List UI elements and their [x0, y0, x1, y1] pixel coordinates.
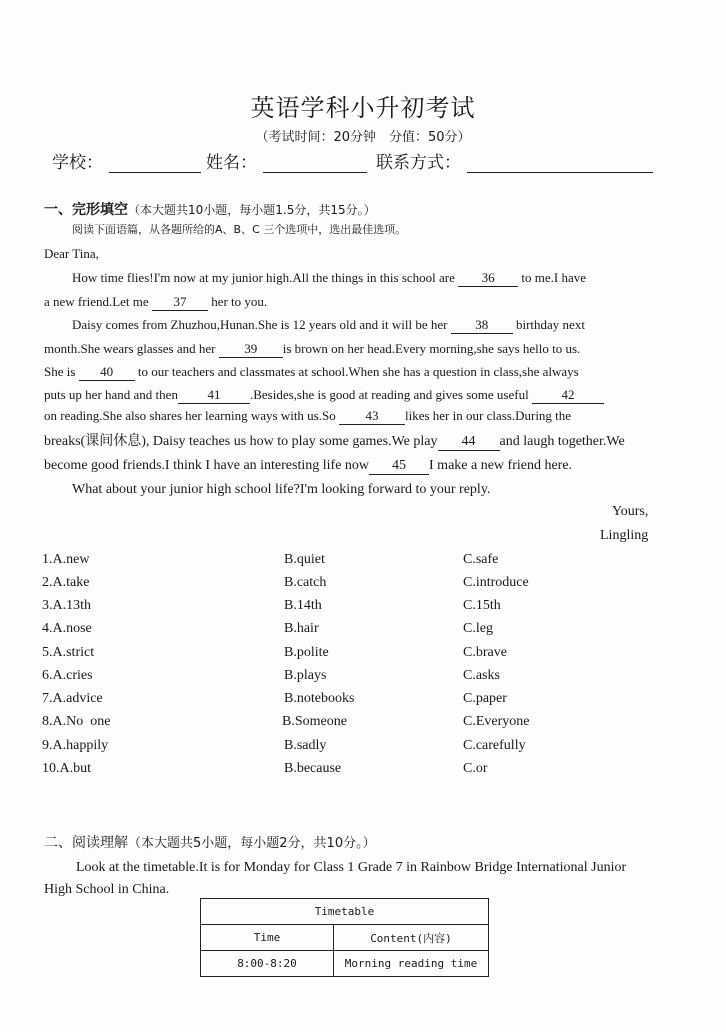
- letter-signature: Lingling: [600, 528, 649, 543]
- name-line: [263, 158, 367, 173]
- option-b[interactable]: B.because: [284, 761, 342, 776]
- table-row: [201, 925, 489, 951]
- blank-38: 38: [451, 317, 513, 334]
- name-field: [206, 148, 367, 173]
- option-b[interactable]: B.catch: [284, 575, 327, 590]
- option-c[interactable]: C.leg: [463, 621, 493, 636]
- timetable-title: Timetable: [201, 899, 489, 925]
- passage-line-7: on reading.She also shares her learning ways with us.So 43 likes her in our class.During the: [44, 408, 572, 423]
- passage-line-5: She is 40 to our teachers and classmates at school.When she has a question in class,she always: [44, 364, 579, 379]
- blank-37: 37: [152, 294, 208, 311]
- option-a[interactable]: 2.A.take: [42, 575, 90, 590]
- timetable: [200, 898, 489, 977]
- section1-heading: [44, 199, 376, 219]
- option-b[interactable]: B.plays: [284, 668, 327, 683]
- option-c[interactable]: C.15th: [463, 598, 501, 613]
- passage-line-2: a new friend.Let me 37 her to you.: [44, 294, 268, 309]
- option-a[interactable]: 3.A.13th: [42, 598, 91, 613]
- option-b[interactable]: B.quiet: [284, 552, 325, 567]
- timetable-header-content: Content(内容): [334, 925, 489, 951]
- option-c[interactable]: C.Everyone: [463, 714, 530, 729]
- passage-line-8: breaks(课间休息), Daisy teaches us how to play some games.We play 44 and laugh together.We: [44, 434, 625, 449]
- option-c[interactable]: C.brave: [463, 645, 507, 660]
- section2-intro-2: High School in China.: [44, 882, 170, 897]
- option-a[interactable]: 1.A.new: [42, 552, 90, 567]
- blank-44: 44: [438, 434, 500, 451]
- blank-45: 45: [369, 458, 429, 475]
- school-label: 学校：: [52, 153, 103, 173]
- section2-title: 二、阅读理解: [44, 835, 128, 851]
- option-a[interactable]: 6.A.cries: [42, 668, 93, 683]
- option-c[interactable]: C.paper: [463, 691, 507, 706]
- option-b[interactable]: B.notebooks: [284, 691, 355, 706]
- letter-sign-off: Yours,: [612, 504, 649, 519]
- contact-line: [467, 158, 653, 173]
- option-b[interactable]: B.polite: [284, 645, 329, 660]
- passage-line-3: Daisy comes from Zhuzhou,Hunan.She is 12 years old and it will be her 38 birthday next: [72, 317, 585, 332]
- option-b[interactable]: B.sadly: [284, 738, 327, 753]
- section2-heading: [44, 832, 376, 852]
- passage-line-6: puts up her hand and then 41 .Besides,she is good at reading and gives some useful 42: [44, 387, 604, 404]
- option-a[interactable]: 7.A.advice: [42, 691, 103, 706]
- option-a[interactable]: 10.A.but: [42, 761, 91, 776]
- section1-title: 一、完形填空: [44, 202, 128, 218]
- option-c[interactable]: C.safe: [463, 552, 499, 567]
- table-row: [201, 951, 489, 977]
- timetable-cell: 8:00-8:20: [201, 951, 334, 977]
- name-label: 姓名：: [206, 153, 257, 173]
- option-c[interactable]: C.introduce: [463, 575, 529, 590]
- section1-note: （本大题共10小题，每小题1.5分，共15分。）: [128, 203, 376, 217]
- section1-instruction: 阅读下面语篇，从各题所给的A、B、C 三个选项中，选出最佳选项。: [72, 223, 407, 236]
- school-field: [52, 148, 201, 173]
- passage-line-1: How time flies!I'm now at my junior high.All the things in this school are 36 to me.I have: [72, 270, 587, 285]
- section2-note: （本大题共5小题，每小题2分，共10分。）: [128, 836, 376, 851]
- passage-line-9: become good friends.I think I have an interesting life now 45 I make a new friend here.: [44, 458, 573, 473]
- blank-36: 36: [458, 270, 518, 287]
- blank-41: 41: [178, 387, 250, 404]
- blank-42: 42: [532, 387, 604, 404]
- letter-closing: What about your junior high school life?I'm looking forward to your reply.: [72, 482, 491, 497]
- option-a[interactable]: 8.A.No one: [42, 714, 111, 729]
- letter-greeting: Dear Tina,: [44, 246, 99, 261]
- blank-39: 39: [219, 341, 283, 358]
- option-c[interactable]: C.asks: [463, 668, 500, 683]
- option-a[interactable]: 4.A.nose: [42, 621, 92, 636]
- option-c[interactable]: C.carefully: [463, 738, 526, 753]
- blank-43: 43: [339, 408, 405, 425]
- exam-title: 英语学科小升初考试: [250, 94, 476, 122]
- option-c[interactable]: C.or: [463, 761, 488, 776]
- option-a[interactable]: 9.A.happily: [42, 738, 109, 753]
- section2-intro-1: Look at the timetable.It is for Monday for Class 1 Grade 7 in Rainbow Bridge International Junior: [76, 860, 627, 875]
- option-a[interactable]: 5.A.strict: [42, 645, 95, 660]
- option-b[interactable]: B.Someone: [282, 714, 347, 729]
- exam-subtitle: （考试时间：20分钟 分值：50分）: [255, 130, 471, 145]
- passage-line-4: month.She wears glasses and her 39 is brown on her head.Every morning,she says hello to us.: [44, 341, 581, 356]
- contact-label: 联系方式：: [376, 153, 461, 173]
- blank-40: 40: [79, 364, 135, 381]
- table-row: [201, 899, 489, 925]
- option-b[interactable]: B.14th: [284, 598, 322, 613]
- school-line: [109, 158, 201, 173]
- timetable-cell: Morning reading time: [334, 951, 489, 977]
- timetable-header-time: Time: [201, 925, 334, 951]
- option-b[interactable]: B.hair: [284, 621, 319, 636]
- contact-field: [376, 148, 653, 173]
